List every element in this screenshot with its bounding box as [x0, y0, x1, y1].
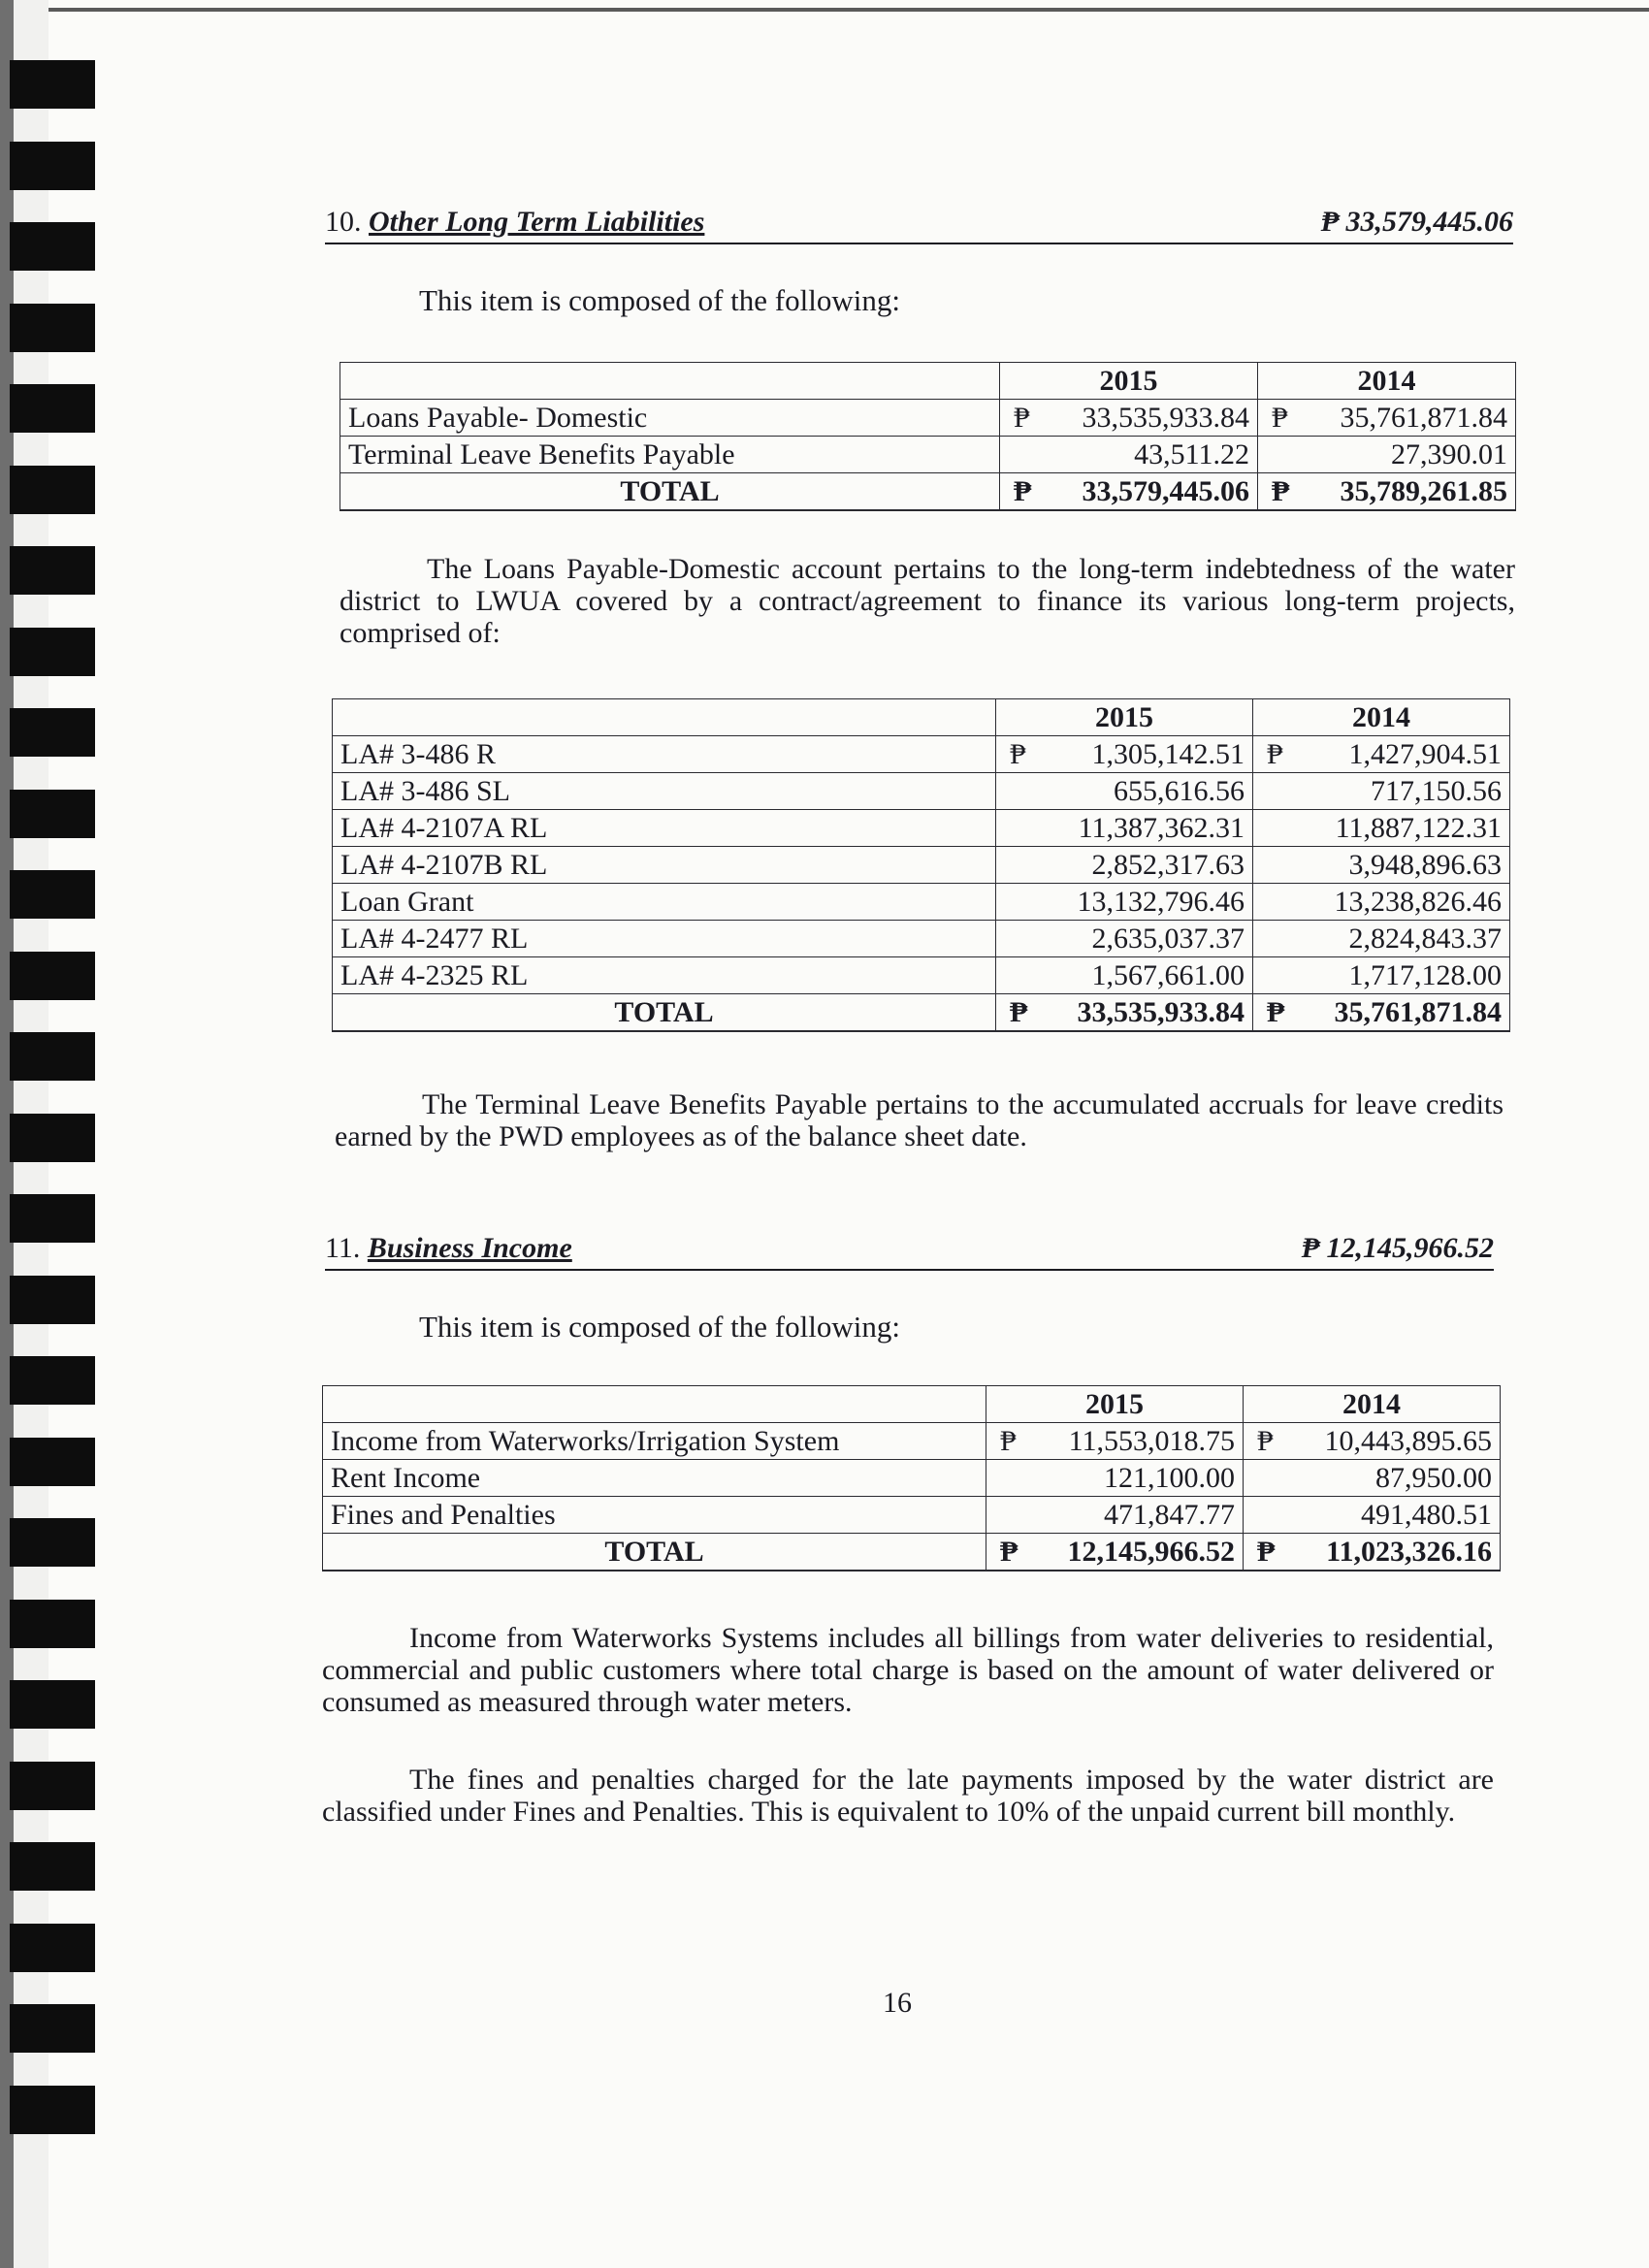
peso-symbol: ₱ [1272, 402, 1288, 434]
value-2014: 27,390.01 [1258, 437, 1516, 473]
year-header: 2014 [1258, 363, 1516, 400]
table-row [333, 884, 1510, 921]
value-2015: 1,567,661.00 [996, 957, 1253, 994]
binding-hole [10, 1680, 95, 1729]
value-2014: 11,887,122.31 [1253, 810, 1510, 847]
binding-hole [10, 304, 95, 352]
binding-hole [10, 628, 95, 676]
row-label: LA# 4-2107B RL [333, 847, 996, 884]
binding-hole [10, 1438, 95, 1486]
row-label: Fines and Penalties [323, 1497, 986, 1534]
binding-hole [10, 60, 95, 109]
fines-paragraph: The fines and penalties charged for the late payments imposed by the water district are classified under Fines and Penalties. This is equivalent to 10% of the unpaid current bill monthly. [322, 1764, 1494, 1828]
table-row [333, 921, 1510, 957]
binding-hole [10, 1032, 95, 1081]
binding-hole [10, 142, 95, 190]
value-2014: ₱ 10,443,895.65 [1244, 1423, 1501, 1460]
total-label: TOTAL [333, 994, 996, 1032]
row-label: LA# 4-2477 RL [333, 921, 996, 957]
row-label: LA# 4-2107A RL [333, 810, 996, 847]
peso-symbol: ₱ [1000, 1536, 1018, 1568]
table-row [333, 810, 1510, 847]
table-header-row [333, 699, 1510, 736]
value-2015: 11,387,362.31 [996, 810, 1253, 847]
value-2014: 87,950.00 [1244, 1460, 1501, 1497]
table-row [333, 847, 1510, 884]
table-row [333, 736, 1510, 773]
business-income-table [322, 1385, 1501, 1571]
value-2015: 13,132,796.46 [996, 884, 1253, 921]
row-label: Loan Grant [333, 884, 996, 921]
total-2015: ₱ 12,145,966.52 [986, 1534, 1244, 1571]
binding-hole [10, 222, 95, 271]
section-amount: ₱ 12,145,966.52 [1301, 1232, 1494, 1264]
table-header-row [340, 363, 1516, 400]
table-row [323, 1460, 1501, 1497]
value-2015: 43,511.22 [1000, 437, 1258, 473]
binding-hole [10, 384, 95, 433]
value-2014: 13,238,826.46 [1253, 884, 1510, 921]
row-label: LA# 4-2325 RL [333, 957, 996, 994]
table-row [340, 400, 1516, 437]
peso-symbol: ₱ [1014, 475, 1032, 507]
row-label: Loans Payable- Domestic [340, 400, 1000, 437]
table-row [323, 1497, 1501, 1534]
table-header-blank [340, 363, 1000, 400]
total-label: TOTAL [340, 473, 1000, 511]
binding-hole [10, 1114, 95, 1162]
binding-hole [10, 1762, 95, 1810]
row-label: Terminal Leave Benefits Payable [340, 437, 1000, 473]
section-amount: ₱ 33,579,445.06 [1320, 206, 1513, 238]
table-row [333, 957, 1510, 994]
table-total-row [340, 473, 1516, 511]
peso-symbol: ₱ [1000, 1425, 1017, 1457]
table-row [340, 437, 1516, 473]
table-header-blank [333, 699, 996, 736]
binding-hole [10, 1194, 95, 1243]
year-header: 2015 [1000, 363, 1258, 400]
value-2015: 2,852,317.63 [996, 847, 1253, 884]
binding-hole [10, 1276, 95, 1324]
year-header: 2015 [996, 699, 1253, 736]
loans-breakdown-table [332, 698, 1510, 1032]
other-liabilities-table [340, 362, 1516, 511]
binding-hole [10, 1518, 95, 1567]
value-2014: 717,150.56 [1253, 773, 1510, 810]
row-label: Rent Income [323, 1460, 986, 1497]
table-total-row [323, 1534, 1501, 1571]
year-header: 2014 [1244, 1386, 1501, 1423]
peso-symbol: ₱ [1267, 996, 1285, 1028]
value-2015: 471,847.77 [986, 1497, 1244, 1534]
row-label: LA# 3-486 SL [333, 773, 996, 810]
binding-spine [0, 0, 48, 2268]
terminal-leave-paragraph: The Terminal Leave Benefits Payable pertains to the accumulated accruals for leave credits earned by the PWD employees as of the balance sheet date. [335, 1088, 1504, 1152]
binding-hole [10, 546, 95, 595]
section-title: Business Income [367, 1232, 572, 1264]
peso-symbol: ₱ [1272, 475, 1290, 507]
value-2015: ₱ 33,535,933.84 [1000, 400, 1258, 437]
peso-symbol: ₱ [1010, 996, 1028, 1028]
section-11-intro: This item is composed of the following: [419, 1310, 900, 1344]
year-header: 2015 [986, 1386, 1244, 1423]
binding-hole [10, 1600, 95, 1648]
binding-hole [10, 2004, 95, 2053]
peso-symbol: ₱ [1010, 738, 1026, 770]
page-number: 16 [883, 1987, 912, 2019]
binding-hole [10, 952, 95, 1000]
total-2015: ₱ 33,535,933.84 [996, 994, 1253, 1032]
section-number: 10. [325, 206, 362, 238]
peso-symbol: ₱ [1267, 738, 1283, 770]
value-2014: ₱ 35,761,871.84 [1258, 400, 1516, 437]
peso-symbol: ₱ [1257, 1425, 1274, 1457]
table-header-blank [323, 1386, 986, 1423]
row-label: Income from Waterworks/Irrigation System [323, 1423, 986, 1460]
table-total-row [333, 994, 1510, 1032]
section-10-intro: This item is composed of the following: [419, 283, 900, 317]
value-2015: ₱ 1,305,142.51 [996, 736, 1253, 773]
total-2014: ₱ 35,761,871.84 [1253, 994, 1510, 1032]
table-row [333, 773, 1510, 810]
binding-hole [10, 2086, 95, 2134]
binding-hole [10, 1924, 95, 1972]
total-label: TOTAL [323, 1534, 986, 1571]
section-10-heading [325, 206, 1513, 244]
section-11-heading [325, 1232, 1494, 1271]
table-header-row [323, 1386, 1501, 1423]
value-2015: 2,635,037.37 [996, 921, 1253, 957]
value-2014: 491,480.51 [1244, 1497, 1501, 1534]
total-2015: ₱ 33,579,445.06 [1000, 473, 1258, 511]
waterworks-paragraph: Income from Waterworks Systems includes all billings from water deliveries to residential, commercial and public customers where total charge is based on the amount of water delivered or consumed as measured through water meters. [322, 1622, 1494, 1718]
value-2015: ₱ 11,553,018.75 [986, 1423, 1244, 1460]
total-2014: ₱ 11,023,326.16 [1244, 1534, 1501, 1571]
binding-hole [10, 1842, 95, 1891]
binding-hole [10, 708, 95, 757]
value-2014: ₱ 1,427,904.51 [1253, 736, 1510, 773]
section-number: 11. [325, 1232, 361, 1264]
value-2015: 655,616.56 [996, 773, 1253, 810]
row-label: LA# 3-486 R [333, 736, 996, 773]
peso-symbol: ₱ [1257, 1536, 1276, 1568]
loans-payable-paragraph: The Loans Payable-Domestic account pertains to the long-term indebtedness of the water district to LWUA covered by a contract/agreement to finance its various long-term projects, comprised of: [340, 553, 1515, 649]
binding-hole [10, 1356, 95, 1405]
value-2014: 2,824,843.37 [1253, 921, 1510, 957]
scan-top-edge [0, 8, 1649, 12]
value-2014: 1,717,128.00 [1253, 957, 1510, 994]
total-2014: ₱ 35,789,261.85 [1258, 473, 1516, 511]
binding-hole [10, 790, 95, 838]
year-header: 2014 [1253, 699, 1510, 736]
section-title: Other Long Term Liabilities [369, 206, 705, 238]
peso-symbol: ₱ [1014, 402, 1030, 434]
value-2014: 3,948,896.63 [1253, 847, 1510, 884]
table-row [323, 1423, 1501, 1460]
binding-hole [10, 466, 95, 514]
value-2015: 121,100.00 [986, 1460, 1244, 1497]
binding-hole [10, 870, 95, 919]
